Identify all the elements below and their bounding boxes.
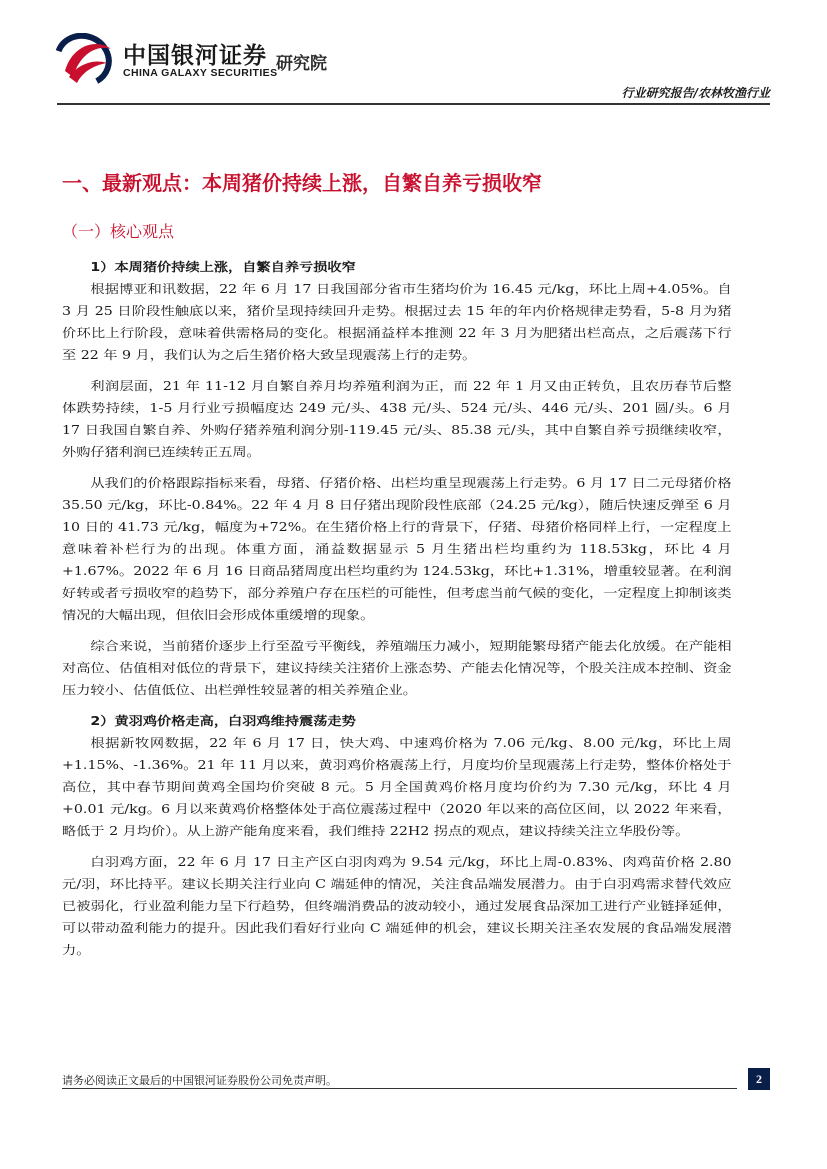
subheading: 1）本周猪价持续上涨，自繁自养亏损收窄 [90, 260, 356, 274]
report-type-label: 行业研究报告/农林牧渔行业 [621, 86, 770, 100]
paragraph: 从我们的价格跟踪指标来看，母猪、仔猪价格、出栏均重呈现震荡上行走势。6 月 17 日二元母猪价格 35.50 元/kg，环比-0.84%。22 年 4 月 8 日仔猪出现阶段性底部（24.25 元/kg），随后快速反弹至 6 月 10 日的 41.73 元/kg，幅度为+72%。在生猪价格上行的背景下，仔猪、母猪价格同样上行，一定程度上意味着补栏行为的出现。体重方面，涌益数据显示 5 月生猪出栏均重约为 118.53kg，环比 4 月+1.67%。2022 年 6 月 16 日商品猪周度出栏均重约为 124.53kg，环比+1.31%，增重较显著。在利润好转或者亏损收窄的趋势下，部分养殖户存在压栏的可能性，但考虑当前气候的变化，一定程度上抑制该类情况的大幅出现，但依旧会形成体重缓增的现象。 [62, 476, 732, 622]
subheading: 2）黄羽鸡价格走高，白羽鸡维持震荡走势 [90, 714, 356, 728]
body-content [62, 256, 732, 961]
paragraph: 利润层面，21 年 11-12 月自繁自养月均养殖利润为正，而 22 年 1 月又由正转负，且农历春节后整体跌势持续，1-5 月行业亏损幅度达 249 元/头、438 元/头、524 元/头、446 元/头、201 圆/头。6 月 17 日我国自繁自养、外购仔猪养殖利润分别-119.45 元/头、85.38 元/头，其中自繁自养亏损继续收窄，外购仔猪利润已连续转正五周。 [62, 379, 732, 459]
page-number: 2 [748, 1068, 770, 1090]
brand-name-en: CHINA GALAXY SECURITIES [123, 67, 278, 79]
section-title: 一、最新观点：本周猪价持续上涨，自繁自养亏损收窄 [62, 171, 542, 195]
paragraph: 根据新牧网数据，22 年 6 月 17 日，快大鸡、中速鸡价格为 7.06 元/kg、8.00 元/kg，环比上周+1.15%、-1.36%。21 年 11 月以来，黄羽鸡价格震荡上行，月度均价呈现震荡上行走势，整体价格处于高位，其中春节期间黄鸡全国均价突破 8 元。5 月全国黄鸡价格月度均价约为 7.30 元/kg，环比 4 月+0.01 元/kg。6 月以来黄鸡价格整体处于高位震荡过程中（2020 年以来的高位区间，以 2022 年来看，略低于 2 月均价）。从上游产能角度来看，我们维持 22H2 拐点的观点，建议持续关注立华股份等。 [62, 736, 732, 838]
institute-label: 研究院 [276, 54, 327, 74]
galaxy-logo-icon [55, 33, 115, 87]
brand-name-cn: 中国银河证券 [123, 43, 267, 69]
header-divider [57, 103, 770, 105]
paragraph: 白羽鸡方面，22 年 6 月 17 日主产区白羽肉鸡为 9.54 元/kg，环比上周-0.83%、肉鸡苗价格 2.80 元/羽，环比持平。建议长期关注行业向 C 端延伸的情况，关注食品端发展潜力。由于白羽鸡需求替代效应已被弱化，行业盈利能力呈下行趋势，但终端消费品的波动较小，通过发展食品深加工进行产业链择延伸，可以带动盈利能力的提升。因此我们看好行业向 C 端延伸的机会，建议长期关注圣农发展的食品端发展潜力。 [62, 855, 732, 957]
footer-disclaimer: 请务必阅读正文最后的中国银河证券股份公司免责声明。 [62, 1074, 337, 1087]
paragraph: 综合来说，当前猪价逐步上行至盈亏平衡线，养殖端压力减小，短期能繁母猪产能去化放缓。在产能相对高位、估值相对低位的背景下，建议持续关注猪价上涨态势、产能去化情况等，个股关注成本控制、资金压力较小、估值低位、出栏弹性较显著的相关养殖企业。 [62, 639, 732, 697]
subsection-title: （一）核心观点 [62, 222, 175, 241]
footer-divider [62, 1088, 737, 1089]
paragraph: 根据博亚和讯数据，22 年 6 月 17 日我国部分省市生猪均价为 16.45 元/kg，环比上周+4.05%。自 3 月 25 日阶段性触底以来，猪价呈现持续回升走势。根据过去 15 年的年内价格规律走势看，5-8 月为猪价环比上行阶段，意味着供需格局的变化。根据涌益样本推测 22 年 3 月为肥猪出栏高点，之后震荡下行至 22 年 9 月，我们认为之后生猪价格大致呈现震荡上行的走势。 [62, 282, 732, 362]
